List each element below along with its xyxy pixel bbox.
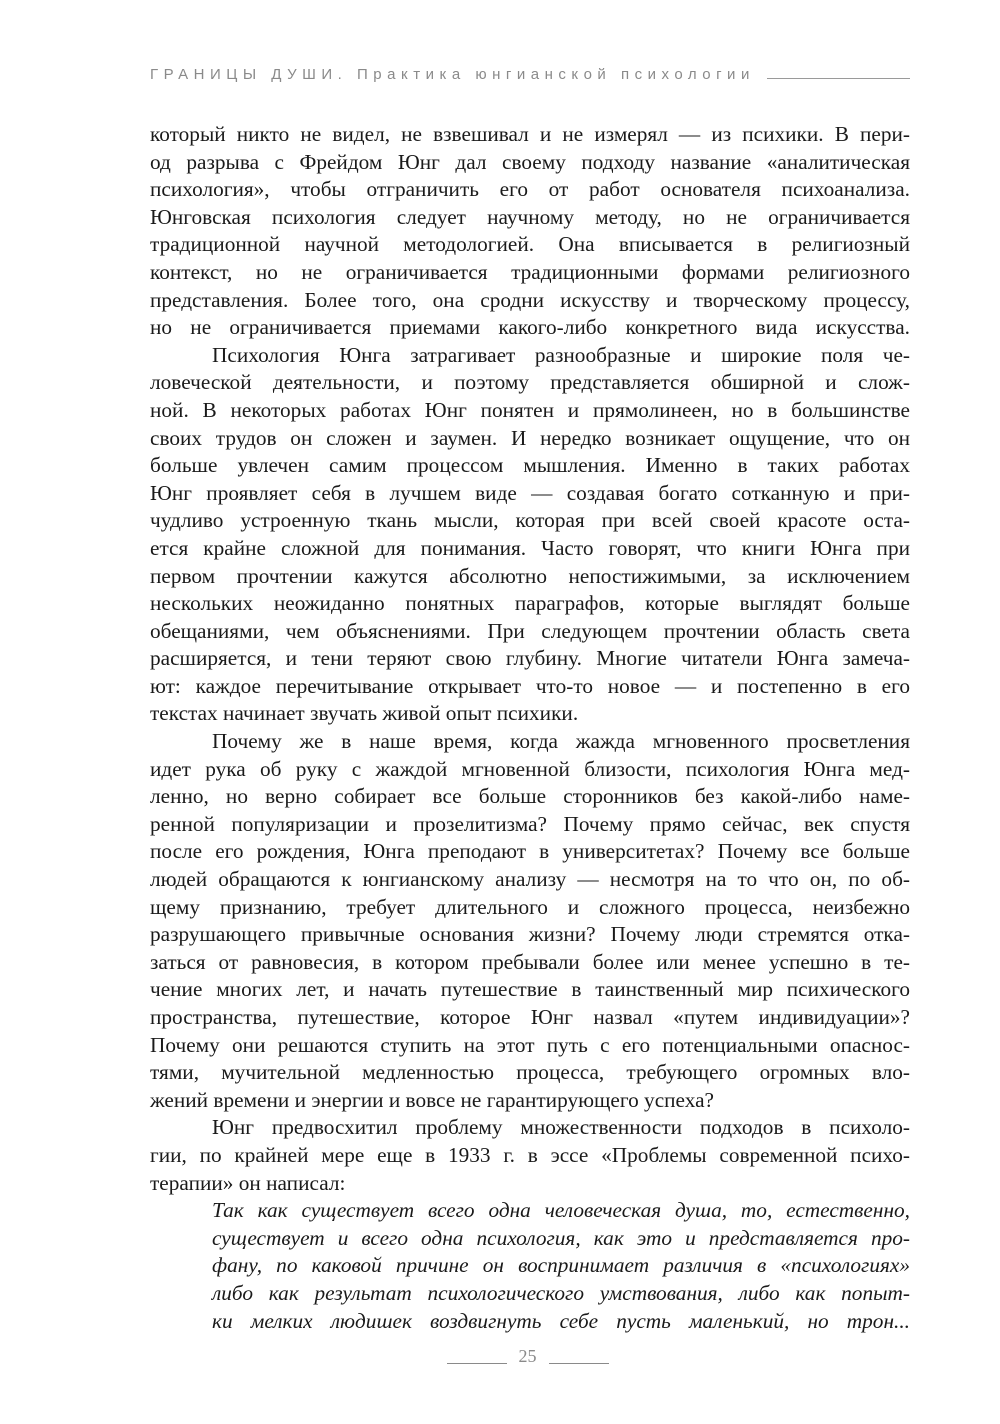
running-head	[150, 62, 910, 86]
text-line: текстах начинает звучать живой опыт психики.	[150, 701, 579, 726]
footer-rule-left	[447, 1363, 507, 1364]
text-line: ленно, но верно собирает все больше сторонников без какой-либо наме-	[150, 784, 910, 809]
text-line: психология», чтобы отграничить его от работ основателя психоанализа.	[150, 177, 910, 202]
text-line: Юнг проявляет себя в лучшем виде — создавая богато сотканную и при-	[150, 480, 910, 505]
text-line: заться от равновесия, в котором пребывали более или менее успешно в те-	[150, 949, 910, 974]
quote-line: фану, по каковой причине он воспринимает различия в «психологиях»	[212, 1253, 910, 1278]
text-line: терапии» он написал:	[150, 1170, 346, 1195]
text-line: ют: каждое перечитывание открывает что-то новое — и постепенно в его	[150, 673, 910, 698]
text-line: Юнг предвосхитил проблему множественности подходов в психоло-	[212, 1115, 910, 1140]
text-line: идет рука об руку с жаждой мгновенной близости, психология Юнга мед-	[150, 756, 910, 781]
text-line: чудливо устроенную ткань мысли, которая при всей своей красоте оста-	[150, 508, 910, 533]
text-line: щему признанию, требует длительного и сложного процесса, неизбежно	[150, 894, 910, 919]
page-number: 25	[518, 1345, 537, 1366]
text-line: больше увлечен самим процессом мышления. Именно в таких работах	[150, 453, 910, 478]
text-line: тями, мучительной медленностью процесса, требующего огромных вло-	[150, 1060, 910, 1085]
text-line: ной. В некоторых работах Юнг понятен и прямолинеен, но в большинстве	[150, 397, 910, 422]
text-line: жений времени и энергии и вовсе не гарантирующего успеха?	[150, 1087, 714, 1112]
text-line: который никто не видел, не взвешивал и не измерял — из психики. В пери-	[150, 122, 910, 146]
text-line: чение многих лет, и начать путешествие в таинственный мир психического	[150, 977, 910, 1002]
text-line: нескольких неожиданно понятных параграфов, которые выглядят больше	[150, 591, 910, 616]
quote-line: Так как существует всего одна человеческая душа, то, естественно,	[212, 1198, 910, 1223]
text-line: после его рождения, Юнга преподают в университетах? Почему все больше	[150, 839, 910, 864]
text-line: но не ограничивается приемами какого-либо конкретного вида искусства.	[150, 315, 910, 340]
header-rule	[767, 78, 910, 79]
text-line: разрушающего привычные основания жизни? Почему люди стремятся отка-	[150, 922, 910, 947]
text-line: первом прочтении кажутся абсолютно непостижимыми, за исключением	[150, 563, 910, 588]
quote-line: существует и всего одна психология, как это и представляется про-	[212, 1225, 910, 1250]
block-quote	[150, 1197, 910, 1335]
text-line: Почему они решаются ступить на этот путь с его потенциальными опаснос-	[150, 1032, 910, 1057]
text-line: ется крайне сложной для понимания. Часто говорят, что книги Юнга при	[150, 535, 910, 560]
text-line: Юнговская психология следует научному методу, но не ограничивается	[150, 204, 910, 229]
text-line: своих трудов он сложен и заумен. И нередко возникает ощущение, что он	[150, 425, 910, 450]
text-line: людей обращаются к юнгианскому анализу — несмотря на то что он, по об-	[150, 867, 910, 892]
text-line: ренной популяризации и прозелитизма? Почему прямо сейчас, век спустя	[150, 811, 910, 836]
quote-line: ки мелких людишек воздвигнуть себе пусть маленький, но трон...	[212, 1308, 910, 1333]
footer-rule-right	[549, 1363, 609, 1364]
text-line: представления. Более того, она сродни искусству и творческому процессу,	[150, 287, 910, 312]
text-line: Почему же в наше время, когда жажда мгновенного просветления	[212, 729, 910, 754]
text-line: традиционной научной методологией. Она вписывается в религиозный	[150, 232, 910, 257]
text-line: Психология Юнга затрагивает разнообразные и широкие поля че-	[212, 342, 910, 367]
text-line: контекст, но не ограничивается традиционными формами религиозного	[150, 259, 910, 284]
text-line: пространства, путешествие, которое Юнг назвал «путем индивидуации»?	[150, 1005, 910, 1029]
running-title: ГРАНИЦЫ ДУШИ. Практика юнгианской психологии	[150, 65, 755, 83]
text-line: од разрыва с Фрейдом Юнг дал своему подходу название «аналитическая	[150, 149, 910, 174]
page-footer	[445, 1344, 610, 1368]
text-line: расширяется, и тени теряют свою глубину. Многие читатели Юнга замеча-	[150, 646, 910, 671]
body-text	[150, 121, 910, 1335]
text-line: гии, по крайней мере еще в 1933 г. в эссе «Проблемы современной психо-	[150, 1142, 910, 1167]
text-line: обещаниями, чем объяснениями. При следующем прочтении область света	[150, 618, 910, 643]
quote-line: либо как результат психологического умствования, либо как попыт-	[212, 1280, 910, 1305]
text-line: ловеческой деятельности, и поэтому представляется обширной и слож-	[150, 370, 910, 395]
